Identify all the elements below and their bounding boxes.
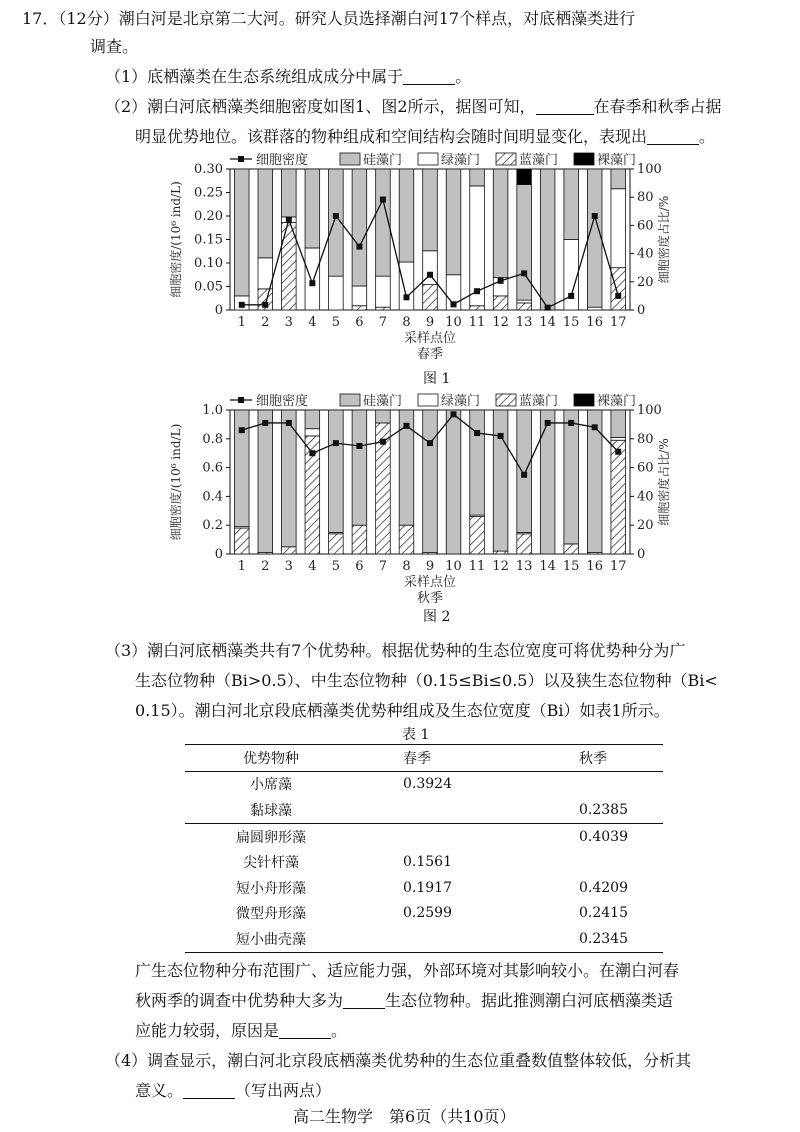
q2-line1 (105, 96, 722, 118)
figure-1-caption: 图 1 (423, 371, 451, 387)
q3-prompt-2: 应能力较弱，原因是 (135, 1021, 280, 1040)
legend-line-square (238, 156, 244, 162)
x-tick-label: 8 (402, 559, 411, 574)
table-cell-species: 尖针杆藻 (243, 855, 299, 872)
bar-segment (282, 169, 297, 217)
table-row (185, 926, 663, 952)
x-tick-label: 14 (539, 315, 556, 330)
x-axis-label: 采样点位 (403, 331, 457, 346)
x-tick-label: 7 (378, 315, 388, 330)
density-point (615, 449, 621, 455)
density-point (498, 278, 504, 284)
bar-segment (423, 285, 438, 310)
x-tick-label: 17 (609, 559, 627, 574)
q4-note: （写出两点） (235, 1081, 332, 1100)
bar-segment (352, 286, 367, 306)
y-tick-label: 0.8 (202, 431, 223, 447)
q4-line1: （4）调查显示，潮白河北京段底栖藻类优势种的生态位重叠数值整体较低，分析其 (105, 1051, 692, 1070)
table-cell-species: 微型舟形藻 (236, 906, 306, 923)
table-cell-autumn (539, 849, 663, 875)
x-tick-label: 10 (445, 559, 462, 574)
table-cell-spring (357, 797, 539, 823)
q1-end: 。 (455, 67, 472, 86)
q4-answer-blank[interactable] (183, 1081, 235, 1099)
legend-label: 蓝藻门 (519, 394, 559, 409)
table-row (185, 797, 663, 823)
q3-end: 。 (331, 1021, 348, 1040)
y2-tick-label: 0 (637, 303, 646, 318)
density-point (568, 293, 574, 299)
density-point (427, 272, 433, 278)
table-row (185, 901, 663, 927)
bar-segment (540, 410, 555, 554)
x-tick-label: 10 (445, 315, 462, 330)
x-tick-label: 15 (562, 315, 580, 330)
x-tick-label: 12 (492, 559, 509, 574)
bar-segment (329, 276, 344, 310)
q3-line3: 0.15）。潮白河北京段底栖藻类优势种组成及生态位宽度（Bi）如表1所示。 (135, 701, 670, 720)
y2-tick-label: 80 (637, 431, 654, 447)
x-tick-label: 6 (355, 315, 364, 330)
bar-segment (423, 410, 438, 553)
bar-segment (399, 169, 414, 262)
legend-swatch (496, 153, 516, 165)
x-tick-label: 1 (237, 559, 246, 574)
y-tick-label: 0.20 (194, 209, 223, 224)
bar-segment (564, 169, 579, 240)
q4-prompt: 意义。 (135, 1081, 184, 1100)
density-point (356, 443, 362, 449)
bar-segment (329, 410, 344, 532)
table-cell-spring (357, 823, 539, 849)
legend-label: 硅藻门 (363, 394, 403, 409)
density-point (451, 411, 457, 417)
legend-swatch (574, 153, 594, 165)
bar-segment (234, 528, 249, 554)
y-axis-label: 细胞密度/(10⁶ ind/L) (169, 181, 183, 298)
legend-swatch (418, 153, 438, 165)
legend-line-square (238, 397, 244, 403)
y2-tick-label: 40 (637, 489, 654, 505)
q3-line2: 生态位物种（Bi>0.5）、中生态位物种（0.15≤Bi≤0.5）以及狭生态位物种（Bi< (135, 671, 718, 690)
legend-label: 细胞密度 (256, 394, 309, 409)
bar-segment (423, 169, 438, 251)
q4-line2 (135, 1080, 331, 1102)
bar-segment (493, 296, 508, 310)
figure-2-caption: 图 2 (423, 609, 451, 625)
density-point (286, 420, 292, 426)
density-point (592, 213, 598, 219)
table-cell-autumn: 0.2345 (539, 926, 663, 952)
x-tick-label: 2 (261, 559, 270, 574)
legend-label: 裸藻门 (597, 153, 637, 168)
legend-label: 蓝藻门 (519, 153, 559, 168)
bar-segment (258, 410, 273, 553)
page-footer: 高二生物学 第6页（共10页） (293, 1107, 516, 1126)
x-tick-label: 16 (586, 559, 603, 574)
table-cell-spring: 0.1917 (403, 879, 452, 896)
bar-segment (493, 410, 508, 551)
density-point (380, 197, 386, 203)
density-point (615, 293, 621, 299)
bar-segment (446, 410, 461, 554)
x-tick-label: 8 (402, 315, 411, 330)
q3-paragraph-line1: 广生态位物种分布范围广、适应能力强，外部环境对其影响较小。在潮白河春 (135, 961, 680, 980)
table-1 (185, 744, 663, 953)
y2-tick-label: 0 (637, 547, 646, 562)
q3-prompt-cont: 生态位物种。据此推测潮白河底栖藻类适 (385, 991, 674, 1010)
x-tick-label: 11 (468, 559, 486, 574)
bar-segment (352, 525, 367, 554)
y-tick-label: 0 (214, 303, 223, 318)
x-tick-label: 9 (425, 559, 435, 574)
table-header-spring: 春季 (357, 745, 539, 772)
density-point (403, 294, 409, 300)
x-tick-label: 7 (378, 559, 388, 574)
legend-label: 绿藻门 (441, 394, 481, 409)
bar-segment (493, 551, 508, 554)
x-tick-label: 1 (237, 315, 246, 330)
q2-prompt: （2）潮白河底栖藻类细胞密度如图1、图2所示，据图可知， (105, 97, 536, 116)
bar-segment (282, 223, 297, 310)
y-axis-label: 细胞密度/(10⁶ ind/L) (169, 423, 183, 541)
y2-tick-label: 60 (637, 460, 654, 476)
y-tick-label: 0.10 (194, 256, 223, 271)
x-tick-label: 4 (308, 315, 317, 330)
x-tick-label: 6 (355, 559, 364, 574)
table-cell-spring: 0.3924 (403, 776, 452, 793)
bar-segment (611, 189, 626, 268)
q3-paragraph-line2 (135, 990, 673, 1012)
y-tick-label: 1.0 (202, 403, 223, 418)
table-cell-autumn: 0.2415 (579, 905, 628, 922)
table-cell-species: 短小曲壳藻 (185, 926, 357, 952)
table-cell-species: 短小舟形藻 (236, 880, 306, 897)
density-point (545, 420, 551, 426)
x-tick-label: 13 (515, 559, 533, 574)
bar-segment (517, 303, 532, 310)
q3-paragraph-line3 (135, 1020, 347, 1042)
bar-segment (376, 410, 391, 423)
density-point (403, 423, 409, 429)
bar-segment (517, 534, 532, 554)
x-tick-label: 4 (308, 559, 317, 574)
figure-1-spring-chart (160, 150, 680, 388)
density-point (239, 302, 245, 308)
bar-segment (329, 534, 344, 554)
density-point (380, 439, 386, 445)
density-point (427, 440, 433, 446)
bar-segment (234, 169, 249, 296)
y-tick-label: 0.05 (194, 279, 223, 295)
question-17-line2: 调查。 (90, 37, 139, 56)
y2-tick-label: 100 (637, 403, 662, 418)
density-point (239, 427, 245, 433)
table-row (185, 823, 663, 849)
legend-label: 绿藻门 (441, 153, 481, 168)
y-tick-label: 0.15 (194, 232, 223, 248)
density-point (309, 280, 315, 286)
density-point (451, 301, 457, 307)
legend-label: 裸藻门 (597, 394, 637, 409)
table-cell-spring (357, 926, 539, 952)
legend-swatch (574, 394, 594, 406)
bar-segment (611, 268, 626, 310)
bar-segment (493, 169, 508, 278)
legend-swatch (418, 394, 438, 406)
x-tick-label: 2 (261, 315, 270, 330)
x-tick-label: 14 (539, 559, 556, 574)
bar-segment (470, 306, 485, 310)
density-point (286, 217, 292, 223)
density-point (474, 288, 480, 294)
legend-swatch (340, 153, 360, 165)
bar-segment (611, 169, 626, 189)
legend-swatch (496, 394, 516, 406)
bar-segment (587, 410, 602, 553)
bar-segment (587, 307, 602, 310)
table-header-species: 优势物种 (185, 745, 357, 772)
bar-segment (611, 437, 626, 440)
bar-segment (282, 547, 297, 554)
q3-answer-blank-2[interactable] (279, 1021, 331, 1039)
x-tick-label: 5 (331, 315, 341, 330)
density-point (474, 430, 480, 436)
q3-prompt: 秋两季的调查中优势种大多为 (135, 991, 344, 1010)
q3-line1: （3）潮白河底栖藻类共有7个优势种。根据优势种的生态位宽度可将优势种分为广 (105, 641, 686, 660)
bar-segment (470, 410, 485, 515)
bar-segment (564, 410, 579, 544)
y2-axis-label: 细胞密度占比/% (657, 438, 671, 526)
density-point (592, 424, 598, 430)
bar-segment (470, 517, 485, 554)
bar-segment (517, 185, 532, 301)
bar-segment (446, 169, 461, 275)
bar-segment (399, 525, 414, 554)
bar-segment (470, 169, 485, 186)
bar-segment (305, 410, 320, 429)
q1-prompt: （1）底栖藻类在生态系统组成成分中属于 (105, 67, 404, 86)
bar-segment (517, 300, 532, 303)
q2-end: 。 (699, 127, 716, 146)
bar-segment (258, 169, 273, 258)
x-tick-label: 12 (492, 315, 509, 330)
bar-segment (564, 240, 579, 311)
density-point (568, 420, 574, 426)
table-header-autumn: 秋季 (539, 745, 663, 772)
y2-tick-label: 20 (637, 518, 654, 534)
bar-segment (352, 306, 367, 310)
chart-season-title: 春季 (416, 347, 444, 362)
table-header-row (185, 745, 663, 772)
x-tick-label: 3 (284, 315, 293, 330)
density-point (262, 420, 268, 426)
y-tick-label: 0.6 (202, 460, 223, 476)
density-point (262, 302, 268, 308)
y2-tick-label: 100 (637, 162, 662, 177)
y2-tick-label: 40 (637, 246, 654, 262)
y-tick-label: 0 (214, 547, 223, 562)
y2-tick-label: 80 (637, 190, 654, 206)
table-cell-autumn: 0.2385 (579, 801, 628, 818)
q2-prompt-2: 明显优势地位。该群落的物种组成和空间结构会随时间明显变化，表现出 (135, 127, 648, 146)
x-tick-label: 16 (586, 315, 603, 330)
table-cell-spring: 0.1561 (403, 854, 452, 871)
bar-segment (305, 169, 320, 248)
density-point (309, 450, 315, 456)
figure-2-autumn-chart (160, 388, 680, 616)
density-point (333, 440, 339, 446)
density-point (545, 305, 551, 311)
y2-tick-label: 60 (637, 218, 654, 234)
legend-label: 硅藻门 (363, 153, 403, 168)
bar-segment (611, 410, 626, 437)
bar-segment (470, 186, 485, 306)
legend-label: 细胞密度 (256, 153, 309, 168)
table-row (185, 771, 663, 797)
x-tick-label: 13 (515, 315, 533, 330)
table-cell-autumn: 0.4209 (579, 879, 628, 896)
q2-answer-blank-1[interactable] (536, 97, 594, 115)
table-row (185, 849, 663, 875)
bar-segment (305, 429, 320, 436)
y-tick-label: 0.30 (194, 162, 223, 177)
density-point (521, 472, 527, 478)
q2-line2 (135, 126, 715, 148)
legend-swatch (340, 394, 360, 406)
bar-segment (611, 440, 626, 554)
q2-answer-blank-2[interactable] (647, 127, 699, 145)
bar-segment (399, 262, 414, 310)
bar-segment (517, 169, 532, 185)
y2-tick-label: 20 (637, 274, 654, 290)
question-17-line1: 17．（12分）潮白河是北京第二大河。研究人员选择潮白河17个样点，对底栖藻类进行 (22, 9, 636, 28)
x-tick-label: 5 (331, 559, 341, 574)
density-point (498, 433, 504, 439)
bar-segment (376, 276, 391, 307)
q1-answer-blank[interactable] (403, 67, 455, 85)
table-cell-species: 小席藻 (250, 777, 292, 794)
table-cell-spring: 0.2599 (403, 905, 452, 922)
bar-segment (352, 410, 367, 525)
y-tick-label: 0.25 (194, 185, 223, 201)
table-cell-species: 扁圆卵形藻 (185, 823, 357, 849)
bar-segment (305, 248, 320, 310)
x-tick-label: 11 (468, 315, 486, 330)
table-row (185, 875, 663, 901)
y-tick-label: 0.2 (202, 518, 223, 534)
x-tick-label: 3 (284, 559, 293, 574)
chart-season-title: 秋季 (416, 591, 444, 606)
y2-axis-label: 细胞密度占比/% (657, 195, 671, 284)
x-tick-label: 15 (562, 559, 580, 574)
table-cell-autumn (539, 771, 663, 797)
table-cell-species: 黏球藻 (250, 802, 292, 819)
bar-segment (540, 169, 555, 310)
density-point (333, 213, 339, 219)
bar-segment (517, 410, 532, 532)
bar-segment (376, 307, 391, 310)
bar-segment (352, 169, 367, 286)
q2-prompt-cont: 在春季和秋季占据 (593, 97, 722, 116)
y-tick-label: 0.4 (202, 489, 223, 505)
table-1-title: 表 1 (402, 727, 430, 743)
x-tick-label: 17 (609, 315, 627, 330)
bar-segment (564, 544, 579, 554)
bar-segment (587, 169, 602, 307)
q3-answer-blank-1[interactable] (343, 991, 385, 1009)
density-point (356, 244, 362, 250)
q1-text (105, 66, 471, 88)
x-tick-label: 9 (425, 315, 435, 330)
x-axis-label: 采样点位 (403, 575, 457, 590)
density-point (521, 270, 527, 276)
table-cell-autumn: 0.4039 (539, 823, 663, 849)
